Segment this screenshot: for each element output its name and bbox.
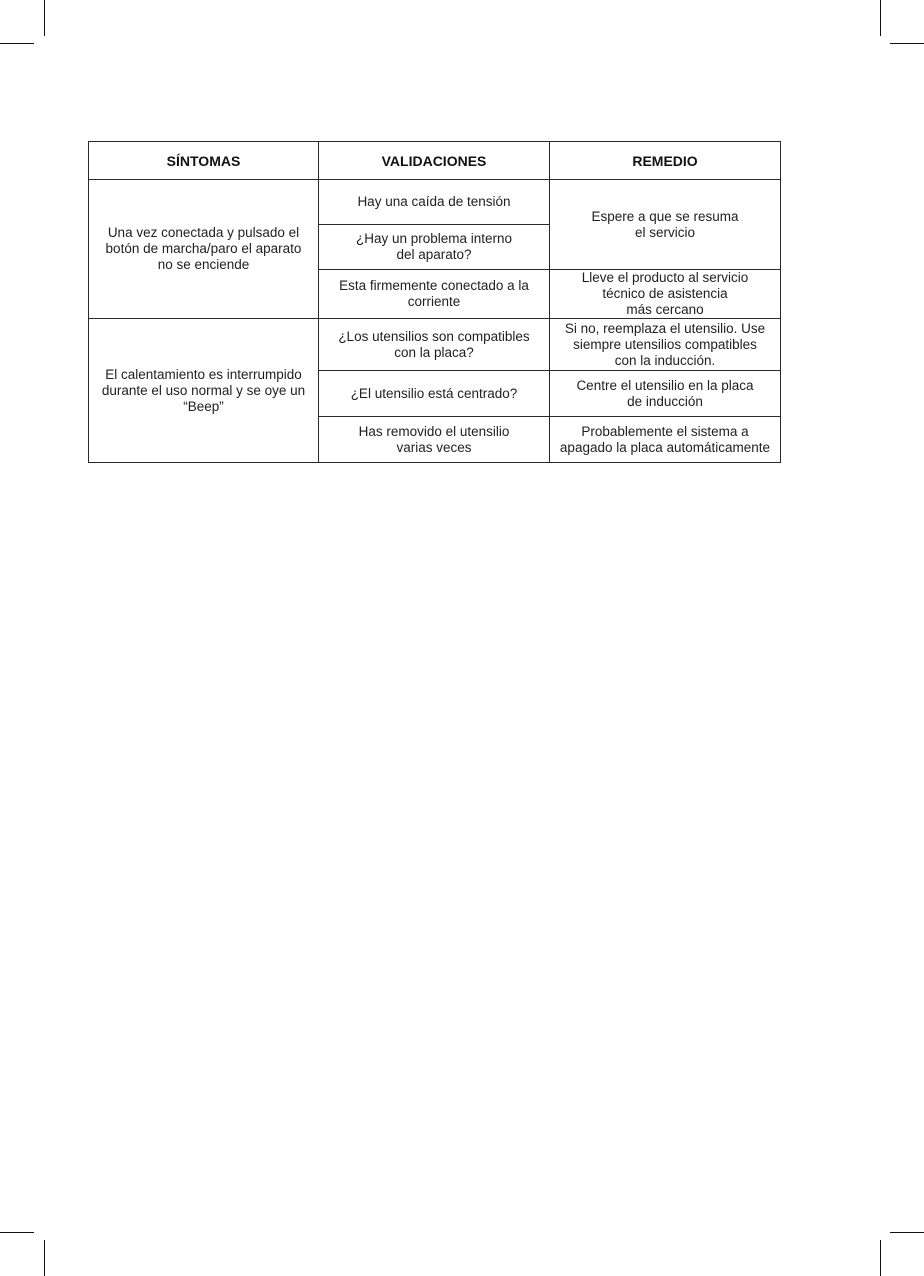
crop-mark-bottom-left-vertical bbox=[44, 1240, 45, 1276]
troubleshooting-table bbox=[88, 141, 781, 463]
symptom-cell: Una vez conectada y pulsado el botón de marcha/paro el aparato no se enciende bbox=[89, 180, 319, 319]
header-symptoms: SÍNTOMAS bbox=[89, 142, 319, 180]
header-validations: VALIDACIONES bbox=[319, 142, 550, 180]
crop-mark-top-right-vertical bbox=[880, 0, 881, 36]
table-row bbox=[89, 180, 781, 225]
validation-cell: Has removido el utensilio varias veces bbox=[319, 417, 550, 463]
validation-cell: ¿Los utensilios son compatibles con la placa? bbox=[319, 319, 550, 371]
header-remedy: REMEDIO bbox=[550, 142, 781, 180]
validation-cell: ¿Hay un problema interno del aparato? bbox=[319, 225, 550, 270]
crop-mark-bottom-right-vertical bbox=[880, 1240, 881, 1276]
crop-mark-top-left-vertical bbox=[44, 0, 45, 36]
validation-cell: Esta firmemente conectado a la corriente bbox=[319, 270, 550, 319]
table-header-row bbox=[89, 142, 781, 180]
remedy-cell: Espere a que se resuma el servicio bbox=[550, 180, 781, 270]
crop-mark-top-right-horizontal bbox=[890, 43, 924, 44]
crop-mark-bottom-left-horizontal bbox=[0, 1232, 34, 1233]
remedy-cell: Si no, reemplaza el utensilio. Use siempre utensilios compatibles con la inducción. bbox=[550, 319, 781, 371]
validation-cell: ¿El utensilio está centrado? bbox=[319, 371, 550, 417]
crop-mark-bottom-right-horizontal bbox=[890, 1232, 924, 1233]
table-row bbox=[89, 319, 781, 371]
crop-mark-top-left-horizontal bbox=[0, 43, 34, 44]
remedy-cell: Probablemente el sistema a apagado la placa automáticamente bbox=[550, 417, 781, 463]
validation-cell: Hay una caída de tensión bbox=[319, 180, 550, 225]
symptom-cell: El calentamiento es interrumpido durante el uso normal y se oye un “Beep” bbox=[89, 319, 319, 463]
remedy-cell: Lleve el producto al servicio técnico de asistencia más cercano bbox=[550, 270, 781, 319]
remedy-cell: Centre el utensilio en la placa de inducción bbox=[550, 371, 781, 417]
